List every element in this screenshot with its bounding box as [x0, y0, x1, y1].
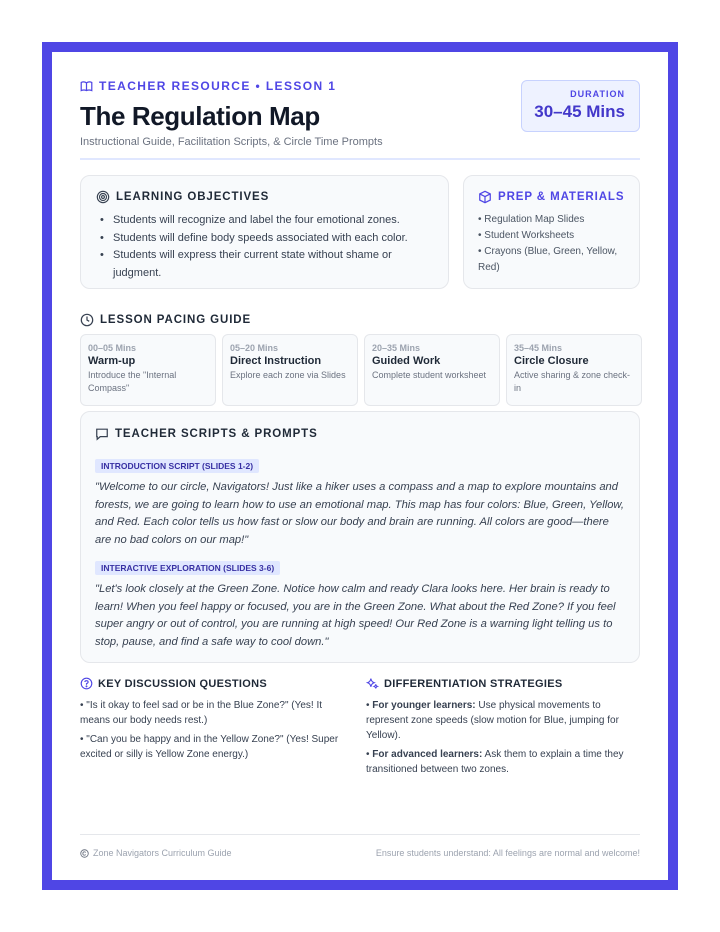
eyebrow-text: TEACHER RESOURCE • LESSON 1	[99, 79, 337, 93]
copyright-icon	[80, 849, 89, 858]
clock-icon	[80, 313, 94, 327]
pacing-time: 35–45 Mins	[514, 343, 563, 353]
pacing-desc: Explore each zone via Slides	[230, 370, 346, 380]
target-icon	[96, 190, 110, 204]
list-item	[366, 747, 640, 777]
pacing-title-text: LESSON PACING GUIDE	[100, 314, 252, 326]
footer-left	[80, 848, 232, 858]
strategy-text: Ask them to explain a time they transitioned between two zones.	[366, 749, 624, 775]
page-footer	[80, 848, 640, 858]
pacing-title	[80, 313, 251, 327]
duration-badge	[521, 80, 640, 132]
pacing-desc: Introduce the "Internal Compass"	[88, 370, 177, 393]
strategy-label: For advanced learners:	[372, 749, 483, 760]
header-divider	[80, 158, 640, 160]
strategy-text: Use physical movements to represent zone speeds (slow motion for Blue, jumping for Yellow).	[366, 700, 619, 741]
book-icon	[80, 80, 93, 93]
list-item: • Student Worksheets	[478, 230, 575, 241]
materials-card	[463, 175, 640, 289]
objectives-title	[96, 190, 434, 204]
pacing-desc: Complete student worksheet	[372, 370, 487, 380]
duration-label: DURATION	[570, 89, 625, 99]
materials-list	[478, 212, 629, 276]
list-item	[366, 698, 640, 743]
objectives-title-text: LEARNING OBJECTIVES	[116, 191, 270, 203]
materials-title	[478, 190, 629, 204]
differentiation-section	[366, 677, 640, 781]
exploration-script-text: "Let's look closely at the Green Zone. Notice how calm and ready Clara looks here. Her brain is ready to learn! When you feel happy or focused, you are in the Green Zone. What about the Red Zone? If you feel super angry or out of control, you are running at high speed! Our Red Zone is a warning light telling us to stop, pause, and find a safe way to cool down."	[95, 583, 616, 648]
intro-script-text: "Welcome to our circle, Navigators! Just like a hiker uses a compass and a map to explore mountains and forests, we are going to learn how to use an emotional map. This map has four colors: Blue, Green, Yellow, and Red. Each color tells us how fast or slow our body and brain are running. All colors are good—there are no bad colors on our map!"	[95, 481, 624, 546]
list-item: • Students will express their current state without shame or judgment.	[96, 247, 434, 282]
questions-title-text: KEY DISCUSSION QUESTIONS	[98, 677, 267, 690]
sparkle-icon	[366, 677, 379, 690]
scripts-title-text: TEACHER SCRIPTS & PROMPTS	[115, 428, 318, 440]
intro-script-tag: INTRODUCTION SCRIPT (SLIDES 1-2)	[95, 459, 259, 473]
chat-bubble-icon	[95, 427, 109, 441]
pacing-step	[506, 334, 642, 406]
list-item: • Students will recognize and label the four emotional zones.	[96, 212, 434, 230]
list-item: • Students will define body speeds associated with each color.	[96, 230, 434, 248]
pacing-name: Warm-up	[88, 355, 136, 367]
differentiation-title	[366, 677, 640, 690]
pacing-name: Guided Work	[372, 355, 441, 367]
objectives-card	[80, 175, 449, 289]
pacing-name: Direct Instruction	[230, 355, 322, 367]
pacing-step	[364, 334, 500, 406]
bullet: •	[366, 749, 373, 760]
footer-divider	[80, 834, 640, 835]
differentiation-title-text: DIFFERENTIATION STRATEGIES	[384, 677, 563, 690]
footer-left-text: Zone Navigators Curriculum Guide	[93, 848, 232, 858]
pacing-time: 20–35 Mins	[372, 343, 421, 353]
footer-right: Ensure students understand: All feelings are normal and welcome!	[375, 848, 640, 858]
questions-list	[80, 698, 350, 762]
list-item: • Crayons (Blue, Green, Yellow, Red)	[478, 246, 618, 273]
pacing-step	[222, 334, 358, 406]
list-item: • Regulation Map Slides	[478, 214, 585, 225]
questions-section	[80, 677, 350, 766]
exploration-script-tag: INTERACTIVE EXPLORATION (SLIDES 3-6)	[95, 561, 280, 575]
materials-title-text: PREP & MATERIALS	[498, 191, 625, 203]
page-title: The Regulation Map	[80, 101, 320, 131]
list-item: • "Can you be happy and in the Yellow Zone?" (Yes! Super excited or silly is Yellow Zone energy.)	[80, 734, 339, 760]
question-icon	[80, 677, 93, 690]
bullet: •	[366, 700, 373, 711]
list-item: • "Is it okay to feel sad or be in the Blue Zone?" (Yes! It means our body needs rest.)	[80, 700, 323, 726]
box-icon	[478, 190, 492, 204]
pacing-desc: Active sharing & zone check-in	[514, 370, 631, 393]
duration-value: 30–45 Mins	[534, 102, 625, 121]
pacing-step	[80, 334, 216, 406]
differentiation-list	[366, 698, 640, 777]
strategy-label: For younger learners:	[372, 700, 476, 711]
scripts-title	[95, 427, 625, 441]
pacing-name: Circle Closure	[514, 355, 589, 367]
page-frame	[42, 42, 678, 890]
objectives-list	[96, 212, 434, 282]
pacing-time: 00–05 Mins	[88, 343, 137, 353]
questions-title	[80, 677, 350, 690]
pacing-time: 05–20 Mins	[230, 343, 279, 353]
scripts-card	[80, 411, 640, 663]
page-subtitle: Instructional Guide, Facilitation Scripts, & Circle Time Prompts	[80, 136, 383, 148]
